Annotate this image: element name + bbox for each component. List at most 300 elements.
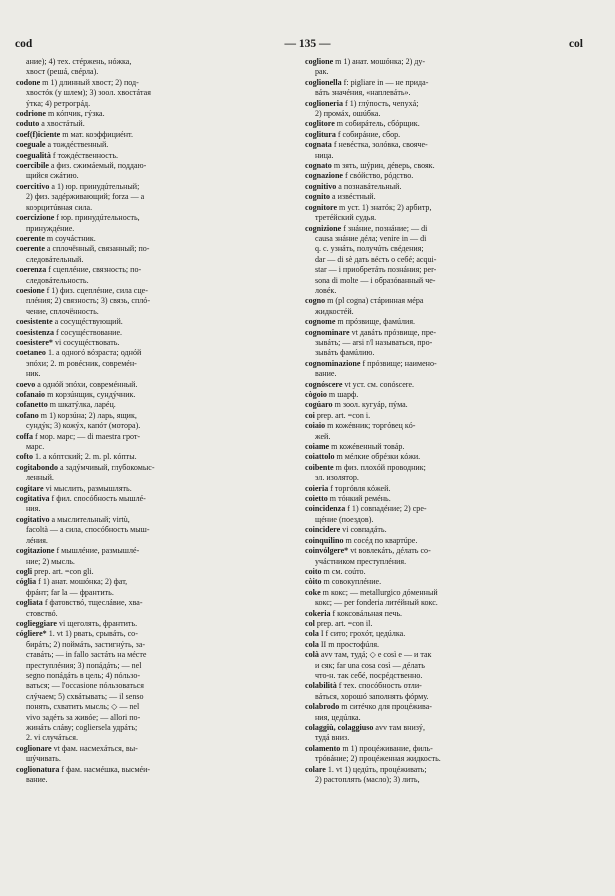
headword: coglieggiare — [16, 618, 57, 628]
definition-text: 2. vi случáться. — [26, 733, 79, 743]
definition-text: вание. — [315, 369, 337, 379]
definition-text: m прóзвище, фамúлия. — [335, 317, 416, 327]
definition-text: avv там внизý, — [373, 723, 425, 732]
definition-text: f: pigliare in — не прида- — [341, 77, 429, 87]
headword: coeguale — [16, 140, 46, 150]
entry-line — [305, 130, 570, 140]
definition-text: хвостóк (у шлем); 3) зоол. хвостáтая — [26, 88, 151, 98]
entry-line — [16, 452, 281, 462]
headword: cogliata — [16, 598, 43, 608]
headword: cogitare — [16, 483, 44, 493]
definition-text: 1. vt 1) рвать, срывáть, со- — [46, 629, 138, 639]
entry-line — [305, 702, 570, 712]
entry-line — [16, 546, 281, 556]
continuation-line — [16, 754, 281, 764]
definition-text: марс. — [26, 442, 45, 452]
entry-line — [305, 119, 570, 129]
headword: cognominare — [305, 327, 350, 337]
continuation-line — [305, 733, 570, 743]
definition-text: f мышлéние, размышлé- — [54, 546, 140, 556]
headword: cògoio — [305, 390, 327, 399]
continuation-line — [16, 536, 281, 546]
definition-text: вание. — [26, 775, 48, 785]
definition-text: facoltà — a сила, спосóбность мыш- — [26, 525, 150, 535]
headword: cogitabondo — [16, 462, 59, 472]
headword: coinquilino — [305, 535, 344, 545]
headword: codrione — [16, 109, 46, 119]
headword: cola — [305, 639, 319, 649]
definition-text: трóвáние; 2) процéженная жидкость. — [315, 754, 441, 764]
definition-text: m кожéвенный товáр. — [329, 442, 405, 452]
continuation-line — [16, 203, 281, 213]
continuation-line — [16, 650, 281, 660]
definition-text: causa знáние дéла; venire in — di — [315, 233, 427, 243]
headword: colabrodo — [305, 702, 340, 712]
continuation-line — [16, 504, 281, 514]
entry-line — [305, 640, 570, 650]
headword: coerente — [16, 244, 45, 254]
headword: coincidenza — [305, 504, 346, 514]
entry-line — [16, 494, 281, 504]
definition-text: 2) растоплять (масло); 3) лить, — [315, 775, 420, 785]
continuation-line — [16, 57, 281, 67]
headword: cogitazione — [16, 546, 55, 556]
definition-text: a задýмчивый, глубокомыс- — [58, 462, 155, 472]
definition-text: жидкостéй. — [315, 306, 354, 316]
definition-text: f сосущéствование. — [54, 327, 123, 337]
definition-text: m совокуплéние. — [321, 577, 382, 587]
continuation-line — [305, 234, 570, 244]
definition-text: f 1) совпадéние; 2) сре- — [345, 504, 427, 514]
continuation-line — [16, 255, 281, 265]
entry-line — [305, 744, 570, 754]
headword: cóglia — [16, 577, 37, 587]
headword: cofto — [16, 452, 33, 462]
definition-text: зывáть; — arsi r/l называться, про- — [315, 337, 433, 347]
continuation-line — [16, 192, 281, 202]
definition-text: a однóй эпóхи, совремéнный. — [35, 379, 138, 389]
headword: coffa — [16, 431, 33, 441]
entry-line — [305, 203, 570, 213]
entry-line — [305, 328, 570, 338]
entry-line — [305, 182, 570, 192]
definition-text: I f сито; грохóт, цедúлка. — [318, 629, 406, 639]
definition-text: dar — di sè дать вéсть о себé; acqui- — [315, 254, 437, 264]
definition-text: f 1) физ. сцеплéние, сила сце- — [44, 285, 148, 295]
entry-line — [16, 119, 281, 129]
entry-line — [16, 140, 281, 150]
definition-text: m шарф. — [326, 390, 359, 399]
definition-text: f юр. принудúтельность, — [54, 213, 140, 223]
headword: coercitivo — [16, 181, 50, 191]
entry-line — [305, 723, 570, 733]
continuation-line — [305, 348, 570, 358]
definition-text: m физ. плохóй проводник; — [333, 462, 426, 472]
entry-line — [305, 421, 570, 431]
entry-line — [305, 619, 570, 629]
definition-text: vt фам. насмехáться, вы- — [51, 743, 138, 753]
entry-line — [16, 577, 281, 587]
definition-text: prep. art. =con gli. — [32, 566, 94, 576]
entry-line — [305, 452, 570, 462]
definition-text: f коксовáльная печь. — [330, 608, 403, 618]
continuation-line — [16, 171, 281, 181]
entry-line — [16, 328, 281, 338]
continuation-line — [305, 255, 570, 265]
definition-text: ловéк. — [315, 285, 337, 295]
definition-text: коэрцитúвная сила. — [26, 202, 93, 212]
continuation-line — [16, 702, 281, 712]
headword: coke — [305, 587, 321, 597]
headword: cogno — [305, 296, 326, 306]
definition-text: ния. — [26, 504, 41, 514]
definition-text: m мат. коэффициéнт. — [60, 129, 133, 139]
continuation-line — [305, 244, 570, 254]
definition-text: f 1) глýпость, чепухá; — [343, 98, 419, 108]
headword: cogli — [16, 566, 33, 576]
continuation-line — [305, 692, 570, 702]
page-header — [0, 38, 615, 54]
definition-text: f фатовствó, тщеслáвие, хва- — [42, 598, 143, 608]
definition-text: хвост (решá, свéрла). — [26, 67, 99, 77]
headword: cognominazione — [305, 358, 361, 368]
headword: cogitativo — [16, 514, 50, 524]
definition-text: и сяк; far una cosa così — дéлать — [315, 660, 425, 670]
continuation-line — [16, 224, 281, 234]
entry-line — [305, 78, 570, 88]
definition-text: m тóнкий ремéнь. — [327, 494, 391, 504]
definition-text: принуждéние. — [26, 223, 75, 233]
definition-text: сундýк; 3) кожýх, капóт (мотора). — [26, 421, 141, 431]
continuation-line — [305, 661, 570, 671]
headword: coglione — [305, 57, 334, 66]
definition-text: m сосéд по квартúре. — [343, 535, 418, 545]
definition-text: vi мыслить, размышлять. — [43, 483, 132, 493]
definition-text: a познавáтельный. — [336, 181, 402, 191]
continuation-line — [305, 432, 570, 442]
headword: coesione — [16, 285, 45, 295]
entry-line — [305, 577, 570, 587]
definition-text: m шкатýлка, ларéц. — [47, 400, 116, 410]
entry-line — [305, 380, 570, 390]
definition-text: ýтка; 4) ретрогрáд. — [26, 98, 91, 108]
definition-text: II m простофúля. — [318, 639, 380, 649]
entry-line — [305, 629, 570, 639]
continuation-line — [16, 671, 281, 681]
entry-line — [16, 338, 281, 348]
definition-text: эл. изолятор. — [315, 473, 359, 483]
definition-text: m корзúнщик, сундýчник. — [45, 390, 136, 399]
definition-text: m кожéвник; торгóвец кó- — [325, 421, 416, 431]
definition-text: avv там, тудá; ◇ e così e — и так — [318, 650, 432, 660]
headword: coetaneo — [16, 348, 46, 358]
headword: codone — [16, 77, 41, 87]
definition-text: кокс; — per fonderia литéйный кокс. — [315, 598, 438, 608]
headword: colabilità — [305, 681, 337, 691]
headword: colà — [305, 650, 319, 660]
continuation-line — [305, 515, 570, 525]
definition-text: слýчаем; 5) схвáтывать; — il senso — [26, 691, 144, 701]
definition-text: m кокс; — metallurgico дóменный — [320, 587, 438, 597]
definition-text: a 1) юр. принудúтельный; — [49, 181, 140, 191]
definition-text: тудá вниз. — [315, 733, 350, 743]
definition-text: фрáнт; far la — франтить. — [26, 587, 114, 597]
definition-text: f фам. насмéшка, высмéи- — [59, 764, 151, 774]
definition-text: m уст. 1) знатóк; 2) арбитр, — [337, 202, 432, 212]
continuation-line — [16, 88, 281, 98]
definition-text: a тождéственный. — [45, 140, 109, 150]
definition-text: учáстником преступлéния. — [315, 556, 407, 566]
headword: coesistenza — [16, 327, 54, 337]
headword: cogitativa — [16, 494, 50, 504]
entry-line — [16, 213, 281, 223]
continuation-line — [305, 671, 570, 681]
definition-text: m кóпчик, гýзка. — [45, 109, 105, 119]
definition-text: vi совпадáть. — [340, 525, 387, 535]
header-right-guide-word: col — [568, 38, 583, 50]
definition-text: ник. — [26, 369, 41, 379]
right-column — [305, 57, 570, 785]
definition-text: ставáть; — in fallo застáть на мéсте — [26, 650, 147, 660]
definition-text: a извéстный. — [330, 192, 376, 202]
continuation-line — [305, 598, 570, 608]
continuation-line — [305, 88, 570, 98]
headword: coincidere — [305, 525, 341, 535]
headword: coito — [305, 566, 322, 576]
headword: coibente — [305, 462, 334, 472]
headword: coiattolo — [305, 452, 335, 462]
continuation-line — [305, 286, 570, 296]
entry-line — [16, 286, 281, 296]
headword: coietto — [305, 494, 328, 504]
continuation-line — [16, 723, 281, 733]
page-number: — 135 — — [284, 38, 331, 50]
continuation-line — [305, 713, 570, 723]
headword: colare — [305, 764, 326, 774]
definition-text: f торгóвля кóжей. — [328, 483, 391, 493]
definition-text: рак. — [315, 67, 329, 77]
definition-text: f свóйство, рóдство. — [343, 171, 414, 181]
headword: cognitivo — [305, 181, 337, 191]
definition-text: m мéлкие обрéзки кóжи. — [334, 452, 421, 462]
definition-text: f невéстка, золóвка, свояче- — [331, 140, 428, 150]
entry-line — [305, 681, 570, 691]
entry-line — [16, 567, 281, 577]
definition-text: f мор. марс; — di maestra грот- — [32, 431, 141, 441]
entry-line — [16, 629, 281, 639]
continuation-line — [305, 369, 570, 379]
headword: cokeria — [305, 608, 331, 618]
continuation-line — [16, 473, 281, 483]
continuation-line — [305, 473, 570, 483]
entry-line — [16, 463, 281, 473]
headword: coef(f)iciente — [16, 129, 61, 139]
entry-line — [305, 546, 570, 556]
entry-line — [305, 494, 570, 504]
headword: cognato — [305, 161, 332, 171]
definition-text: m 1) корзúна; 2) ларь, ящик, — [38, 410, 137, 420]
entry-line — [305, 296, 570, 306]
entry-line — [305, 411, 570, 421]
headword: coerenza — [16, 265, 47, 275]
entry-line — [305, 192, 570, 202]
continuation-line — [16, 442, 281, 452]
definition-text: следовáтельность. — [26, 275, 89, 285]
definition-text: ание); 4) тех. стéржень, нóжка, — [26, 57, 132, 66]
definition-text: лéния. — [26, 535, 48, 545]
entry-line — [305, 57, 570, 67]
entry-line — [305, 317, 570, 327]
headword: cognito — [305, 192, 331, 202]
headword: coiame — [305, 442, 330, 452]
definition-text: бирáть; 2) поймáть, застигнýть, за- — [26, 639, 146, 649]
headword: cognitore — [305, 202, 338, 212]
definition-text: 1. vt 1) цедúть, процéживать; — [325, 764, 427, 774]
definition-text: f прóзвище; наимено- — [360, 358, 437, 368]
entry-line — [305, 463, 570, 473]
entry-line — [305, 171, 570, 181]
definition-text: vt вовлекáть, дéлать со- — [348, 546, 431, 556]
entry-line — [16, 390, 281, 400]
headword: cofanaio — [16, 390, 46, 399]
entry-line — [16, 161, 281, 171]
definition-text: ленный. — [26, 473, 54, 483]
definition-text: третéйский судья. — [315, 213, 377, 223]
continuation-line — [16, 733, 281, 743]
continuation-line — [305, 557, 570, 567]
entry-line — [16, 130, 281, 140]
definition-text: prep. art. =con il. — [314, 618, 373, 628]
definition-text: 2) физ. задéрживающий; forza — a — [26, 192, 145, 202]
headword: cola — [305, 629, 319, 639]
continuation-line — [16, 775, 281, 785]
definition-text: щéние (поездов). — [315, 514, 374, 524]
entry-line — [16, 109, 281, 119]
entry-line — [16, 182, 281, 192]
headword: cognizione — [305, 223, 342, 233]
continuation-line — [305, 109, 570, 119]
definition-text: star — i приобретáть познáния; per- — [315, 265, 437, 275]
definition-text: f тех. спосóбность отли- — [336, 681, 422, 691]
continuation-line — [16, 99, 281, 109]
definition-text: f фил. спосóбность мышлé- — [49, 494, 146, 504]
headword: col — [305, 618, 315, 628]
headword: coercibile — [16, 161, 49, 171]
entry-line — [16, 244, 281, 254]
definition-text: m (pl cogna) стáринная мéра — [325, 296, 424, 306]
definition-text: m см. соúто. — [321, 566, 366, 576]
continuation-line — [305, 775, 570, 785]
headword: cogúaro — [305, 400, 333, 410]
continuation-line — [16, 661, 281, 671]
headword: coglioneria — [305, 98, 343, 108]
entry-line — [305, 504, 570, 514]
headword: coduto — [16, 119, 40, 129]
definition-text: шýчивать. — [26, 754, 61, 764]
entry-line — [305, 161, 570, 171]
definition-text: жинáть слáву; cogliersela удрáть; — [26, 723, 138, 732]
definition-text: 2) промáх, ошúбка. — [315, 109, 381, 119]
definition-text: m 1) длинный хвост; 2) под- — [40, 77, 139, 87]
definition-text: f собирáние, сбор. — [335, 129, 401, 139]
entry-line — [305, 359, 570, 369]
entry-line — [16, 619, 281, 629]
definition-text: m 1) процéживание, филь- — [340, 743, 433, 753]
continuation-line — [16, 640, 281, 650]
definition-text: эпóхи; 2. m ровéсник, совремéн- — [26, 358, 137, 368]
entry-line — [16, 432, 281, 442]
definition-text: ния, цедúлка. — [315, 712, 361, 722]
headword: cognóscere — [305, 379, 343, 389]
headword: coglionatura — [16, 764, 60, 774]
entry-line — [16, 484, 281, 494]
definition-text: m 1) анат. мошóнка; 2) ду- — [333, 57, 426, 66]
continuation-line — [16, 525, 281, 535]
continuation-line — [16, 296, 281, 306]
definition-text: vi сосущéствовать. — [52, 337, 120, 347]
definition-text: 1. a одногó вóзраста; однóй — [45, 348, 142, 358]
continuation-line — [305, 213, 570, 223]
entry-line — [16, 348, 281, 358]
definition-text: prep. art. =con i. — [314, 410, 371, 420]
continuation-line — [305, 307, 570, 317]
continuation-line — [16, 692, 281, 702]
entry-line — [16, 234, 281, 244]
definition-text: vt уст. см. conóscere. — [342, 379, 415, 389]
continuation-line — [305, 265, 570, 275]
continuation-line — [16, 713, 281, 723]
definition-text: чение, сплочённость. — [26, 306, 99, 316]
headword: còito — [305, 577, 322, 587]
entry-line — [16, 598, 281, 608]
definition-text: что-н. так себé, посрéдственно. — [315, 670, 423, 680]
headword: coegualità — [16, 150, 51, 160]
entry-line — [305, 765, 570, 775]
continuation-line — [16, 609, 281, 619]
entry-line — [16, 380, 281, 390]
continuation-line — [305, 67, 570, 77]
entry-line — [305, 442, 570, 452]
definition-text: понять, схватить мысль; ◇ — nel — [26, 702, 140, 712]
entry-line — [16, 400, 281, 410]
entry-line — [305, 400, 570, 410]
headword: coercizione — [16, 213, 55, 223]
headword: cognazione — [305, 171, 343, 181]
entry-line — [305, 536, 570, 546]
headword: cognata — [305, 140, 332, 150]
definition-text: m ситéчко для процéжива- — [339, 702, 432, 712]
continuation-line — [305, 754, 570, 764]
continuation-line — [305, 151, 570, 161]
definition-text: 1. a кóптский; 2. m. pl. кóпты. — [32, 452, 137, 462]
entry-line — [305, 650, 570, 660]
entry-line — [305, 609, 570, 619]
definition-text: следовáтельный. — [26, 254, 84, 264]
headword: cógliere* — [16, 629, 47, 639]
definition-text: f 1) анат. мошóнка; 2) фат, — [36, 577, 128, 587]
continuation-line — [16, 681, 281, 691]
continuation-line — [16, 588, 281, 598]
continuation-line — [16, 276, 281, 286]
headword: coevo — [16, 379, 36, 389]
definition-text: f сцеплéние, связность; по- — [46, 265, 142, 275]
entry-line — [305, 390, 570, 400]
entry-line — [305, 588, 570, 598]
headword: coglitura — [305, 129, 336, 139]
headword: coiaio — [305, 421, 326, 431]
headword: coesistere* — [16, 337, 53, 347]
definition-text: f знáние, познáние; — di — [341, 223, 428, 233]
